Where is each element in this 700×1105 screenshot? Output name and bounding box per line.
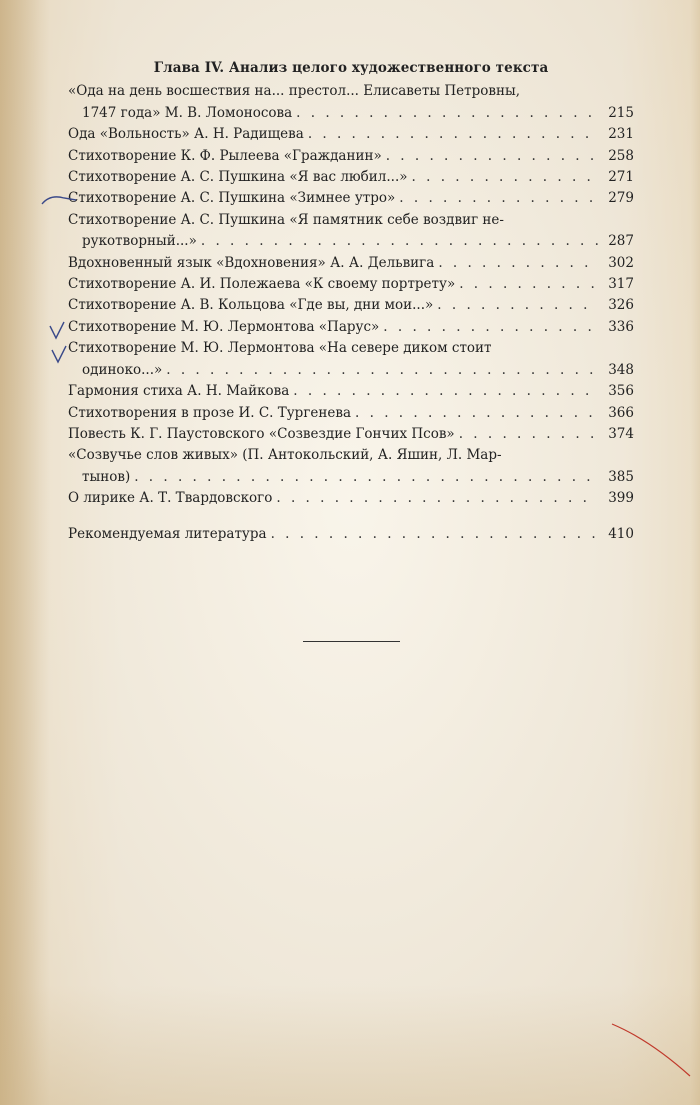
toc-entry (68, 403, 634, 424)
toc-entry-line (68, 253, 634, 274)
toc-entry-line (68, 274, 634, 295)
dot-leader (292, 103, 598, 124)
page-number: 271 (608, 169, 634, 186)
toc-entry-title: рукотворный...» (82, 233, 197, 250)
toc-entry-title: 1747 года» М. В. Ломоносова (82, 104, 293, 121)
page-number: 258 (608, 147, 634, 164)
toc-entry-title: Гармония стиха А. Н. Майкова (68, 383, 290, 400)
toc-entry-title: Стихотворение А. И. Полежаева «К своему портрету» (68, 276, 456, 293)
toc-entry-title: Повесть К. Г. Паустовского «Созвездие Гончих Псов» (68, 425, 455, 442)
toc-entry-line (68, 167, 634, 188)
pen-mark-tick-1 (40, 190, 80, 212)
toc-entry-line (68, 381, 634, 402)
toc-entry-line (68, 488, 634, 509)
page-number: 326 (608, 297, 634, 314)
toc-entry (68, 424, 634, 445)
page-number: 399 (608, 490, 634, 507)
toc-entry-line (68, 338, 634, 359)
toc-final-entry (68, 524, 634, 545)
toc-entry (68, 81, 634, 124)
toc-entry-line (68, 467, 634, 488)
toc-entry-title: Ода «Вольность» А. Н. Радищева (68, 126, 304, 143)
page-stain-bottom (0, 985, 700, 1105)
toc-entry (68, 274, 634, 295)
toc-entry-title: тынов) (82, 468, 131, 485)
toc-entry-title: Стихотворение М. Ю. Лермонтова «На севере диком стоит (68, 340, 492, 357)
toc-entry-line (68, 188, 634, 209)
toc-entry (68, 167, 634, 188)
toc-entries (68, 81, 634, 509)
toc-entry-title: «Созвучье слов живых» (П. Антокольский, А. Яшин, Л. Мар- (68, 447, 502, 464)
toc-entry (68, 317, 634, 338)
pen-mark-v-2 (50, 344, 70, 366)
page-number: 302 (608, 254, 634, 271)
page-number: 336 (608, 318, 634, 335)
page-number: 385 (608, 468, 634, 485)
toc-entry-line (68, 524, 634, 545)
toc-entry-title: Стихотворения в прозе И. С. Тургенева (68, 404, 352, 421)
toc-entry-title: Стихотворение К. Ф. Рылеева «Гражданин» (68, 147, 382, 164)
toc-entry-line (68, 295, 634, 316)
toc-entry (68, 124, 634, 145)
toc-entry-line (68, 403, 634, 424)
toc-entry-title: одиноко...» (82, 361, 163, 378)
toc-entry-line (68, 103, 634, 124)
toc-entry-title: Стихотворение М. Ю. Лермонтова «Парус» (68, 318, 380, 335)
page-number: 366 (608, 404, 634, 421)
toc-entry (68, 210, 634, 253)
dot-leader (395, 188, 598, 209)
toc-entry-line (68, 360, 634, 381)
dot-leader (267, 524, 598, 545)
toc-entry-line (68, 81, 634, 102)
toc-entry-line (68, 124, 634, 145)
dot-leader (130, 467, 598, 488)
toc-entry-title: Стихотворение А. С. Пушкина «Я памятник себе воздвиг не- (68, 211, 504, 228)
dot-leader (162, 360, 598, 381)
page-number: 231 (608, 126, 634, 143)
dot-leader (382, 146, 598, 167)
page-number: 348 (608, 361, 634, 378)
toc-entry-title: Стихотворение А. С. Пушкина «Зимнее утро» (68, 190, 396, 207)
toc-entry-title: О лирике А. Т. Твардовского (68, 490, 273, 507)
separator-line (303, 641, 400, 642)
toc-entry (68, 295, 634, 316)
toc-entry-title: Рекомендуемая литература (68, 525, 267, 542)
table-of-contents (68, 58, 634, 545)
toc-entry-title: Вдохновенный язык «Вдохновения» А. А. Дельвига (68, 254, 435, 271)
dot-leader (289, 381, 598, 402)
chapter-title: Глава IV. Анализ целого художественного текста (153, 60, 549, 76)
pen-mark-red-corner (610, 1020, 695, 1080)
toc-entry-line (68, 146, 634, 167)
toc-entry (68, 188, 634, 209)
section-gap (68, 510, 634, 524)
toc-entry-title: «Ода на день восшествия на... престол... Елисаветы Петровны, (68, 83, 521, 100)
toc-entry (68, 146, 634, 167)
dot-leader (434, 253, 598, 274)
dot-leader (351, 403, 598, 424)
toc-entry-line (68, 210, 634, 231)
page-number: 215 (608, 104, 634, 121)
toc-entry-line (68, 424, 634, 445)
toc-entry (68, 445, 634, 488)
toc-entry (68, 381, 634, 402)
dot-leader (408, 167, 598, 188)
toc-entry-line (68, 317, 634, 338)
page-number: 287 (608, 233, 634, 250)
dot-leader (304, 124, 598, 145)
dot-leader (455, 274, 598, 295)
page-number: 374 (608, 425, 634, 442)
toc-entry-title: Стихотворение А. С. Пушкина «Я вас любил...» (68, 169, 408, 186)
page-number: 410 (608, 525, 634, 542)
page-number: 356 (608, 383, 634, 400)
toc-entry (68, 338, 634, 381)
dot-leader (272, 488, 598, 509)
toc-entry (68, 524, 634, 545)
toc-entry (68, 488, 634, 509)
page-number: 317 (608, 276, 634, 293)
page-stain-left (0, 0, 50, 1105)
toc-entry-line (68, 231, 634, 252)
dot-leader (433, 295, 598, 316)
pen-mark-v-1 (48, 320, 68, 342)
page-number: 279 (608, 190, 634, 207)
dot-leader (455, 424, 598, 445)
dot-leader (379, 317, 598, 338)
toc-entry-line (68, 445, 634, 466)
toc-entry-title: Стихотворение А. В. Кольцова «Где вы, дни мои...» (68, 297, 434, 314)
toc-entry (68, 253, 634, 274)
dot-leader (197, 231, 598, 252)
